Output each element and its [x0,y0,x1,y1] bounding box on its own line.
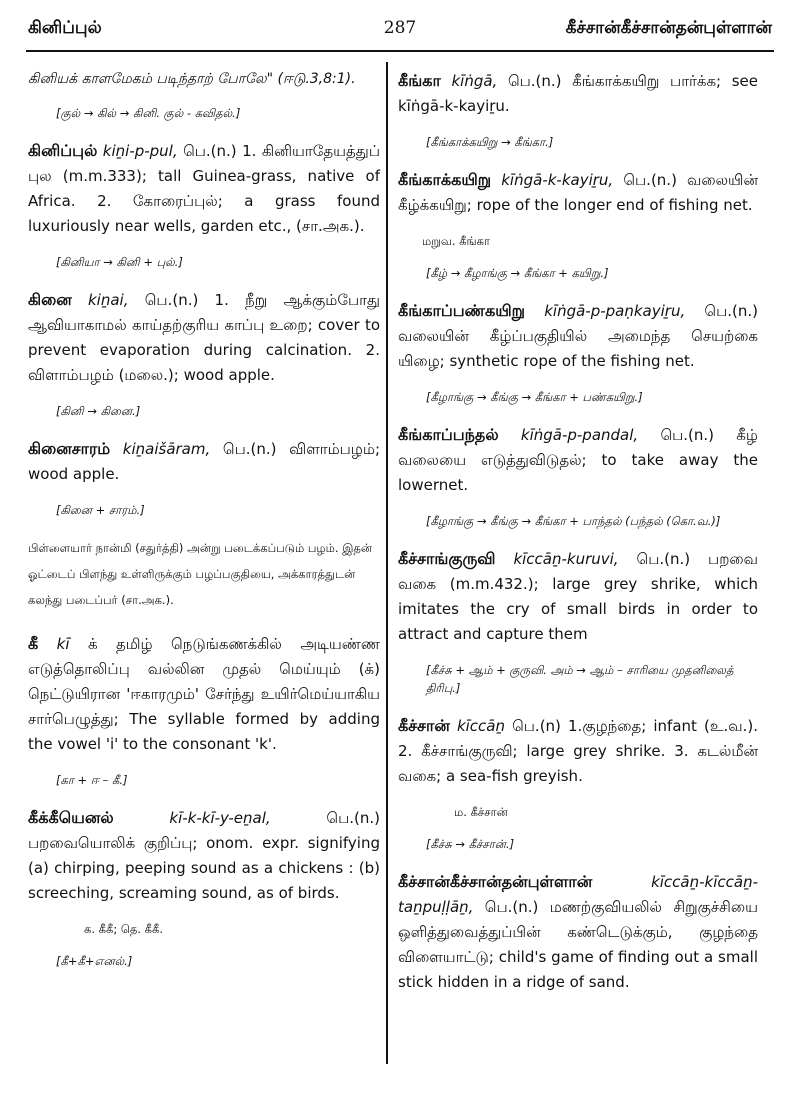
etymology: [கீச்சு + ஆம் + குருவி. அம் → ஆம் – சாரியை முதனிலைத் திரிபு.] [426,663,734,695]
definition: பெ.(n.) வலையின் கீழ்ப்பகுதியில் அமைந்த செயற்கை யிழை; synthetic rope of the fishing net. [398,302,758,370]
dictionary-entry [28,631,380,757]
transliteration: kiṉaišāram, [122,440,211,458]
transliteration: kīṅgā, [451,72,498,90]
definition: பெ.(n.) வலையின் கீழ்க்கயிறு; rope of the longer end of fishing net. [398,171,758,214]
usage-note: பிள்ளையார் நான்மி (சதுர்த்தி) அன்று படைக்கப்படும் பழம். இதன் ஓட்டைப் பிளந்து உள்ளிருக்கும் பழப்பகுதியை, அக்காரத்துடன் கலந்து படைப்பர் (சா.அக.). [28,541,373,607]
etymology: [கீழாங்கு → கீங்கு → கீங்கா + பண்கயிறு.] [426,390,643,404]
headword: கீச்சான்கீச்சான்தன்புள்ளான் [398,872,593,891]
cognate-note: ம. கீச்சான் [454,805,508,819]
transliteration: kī [56,635,70,653]
dictionary-entry [398,713,758,789]
transliteration: kīṅgā-p-paṇkayiṟu, [544,302,686,320]
definition: பெ.(n) 1.குழந்தை; infant (உ.வ.). 2. கீச்சாங்குருவி; large grey shrike. 3. கடல்மீன் வகை; a sea-fish greyish. [398,717,758,785]
headword: கீங்கா [398,71,441,90]
dictionary-entry [398,546,758,647]
transliteration: kīccāṉ [456,717,505,735]
cognate-note: க. கீகீ; தெ. கீகீ. [84,922,164,936]
transliteration: kī-k-kī-y-eṉal, [169,809,271,827]
transliteration: kīccāṉ-kīccāṉ-taṉpuḷḷāṉ, [398,873,758,916]
definition: பெ.(n.) கீங்காக்கயிறு பார்க்க; see kīṅgā-k-kayiṟu. [398,72,758,115]
transliteration: kīṅgā-p-pandal, [520,426,639,444]
dictionary-entry [28,805,380,906]
headword: கீக்கீயெனல் [28,808,114,827]
transliteration: kīccāṉ-kuruvi, [513,550,619,568]
etymology: [கீழாங்கு → கீங்கு → கீங்கா + பாந்தல் (பந்தல் (கொ.வ.)] [426,514,721,528]
page-header [28,14,772,44]
headword: கீச்சாங்குருவி [398,549,496,568]
dictionary-entry [398,167,758,218]
definition: க் தமிழ் நெடுங்கணக்கில் அடியண்ண எடுத்தொலிப்பு வல்லின முதல் மெய்யும் (க்) நெட்டுயிரான 'ஈகாரமும்' சேர்ந்து உயிர்மெய்யாகிய சார்பெழுத்து; The syllable formed by adding the vowel 'i' to the consonant 'k'. [28,635,380,753]
etymology: [கினியா → கினி + புல்.] [56,255,183,269]
definition: பெ.(n.) 1. நீறு ஆக்கும்போது ஆவியாகாமல் காய்தற்குரிய காப்பு உறை; cover to prevent evaporation during calcination. 2. விளாம்பழம் (மலை.); wood apple. [28,291,380,384]
etymology: [கினை + சாரம்.] [56,503,145,517]
definition: பெ.(n.) மணற்குவியலில் சிறுகுச்சியை ஒளித்துவைத்துப்பின் கண்டெடுக்கும், குழந்தை விளையாட்டு; child's game of finding out a small stick hidden in a ridge of sand. [398,898,758,991]
definition: பெ.(n.) கீழ் வலையை எடுத்துவிடுதல்; to take away the lowernet. [398,426,758,494]
definition: பெ.(n.) பறவையொலிக் குறிப்பு; onom. expr. signifying (a) chirping, peeping sound as a chickens : (b) screeching, screaming sound, as of birds. [28,809,380,902]
headword: கீச்சான் [398,716,450,735]
column-divider [386,62,388,1064]
header-rule [26,50,774,52]
dictionary-entry [28,138,380,239]
synonym-note: மறுவ. கீங்கா [422,234,490,248]
headword: கீ [28,634,39,653]
transliteration: kiṉai, [88,291,129,309]
right-column [398,68,758,1009]
dictionary-entry [398,869,758,995]
transliteration: kīṅgā-k-kayiṟu, [501,171,614,189]
page-number: 287 [383,18,417,38]
etymology: [கா + ஈ – கீ.] [56,773,128,787]
dictionary-entry [28,287,380,388]
etymology: [குல் → கில் → கினி. குல் - கவிதல்.] [56,106,241,120]
headword: கினைசாரம் [28,439,111,458]
transliteration: kiṉi-p-pul, [102,142,178,160]
definition: பெ.(n.) பறவை வகை (m.m.432.); large grey shrike, which imitates the cry of small birds in order to attract and capture them [398,550,758,643]
headword: கினை [28,290,72,309]
dictionary-entry [398,68,758,119]
definition: பெ.(n.) விளாம்பழம்; wood apple. [28,440,380,483]
left-running-head: கினிப்புல் [28,18,102,38]
dictionary-entry [398,298,758,374]
headword: கீங்காக்கயிறு [398,170,492,189]
definition: பெ.(n.) 1. கினியாதேயத்துப் புல (m.m.333); tall Guinea-grass, native of Africa. 2. கோரைப்புல்; a grass found luxuriously near wells, garden etc., (சா.அக.). [28,142,380,235]
right-running-head: கீச்சான்கீச்சான்தன்புள்ளான் [565,18,772,38]
left-column [28,68,380,986]
etymology: [கீச்சு → கீச்சான்.] [426,837,515,851]
etymology: [கீ+கீ+எனல்.] [56,954,133,968]
dictionary-entry [28,436,380,487]
dictionary-entry [398,422,758,498]
headword: கீங்காப்பண்கயிறு [398,301,526,320]
headword: கினிப்புல் [28,141,98,160]
etymology: [கினி → கினை.] [56,404,141,418]
headword: கீங்காப்பந்தல் [398,425,499,444]
citation-quote: கினியக் காளமேகம் படிந்தாற் போலே" (ஈடு.3,8:1). [28,71,356,87]
etymology: [கீழ் → கீழாங்கு → கீங்கா + கயிறு.] [426,266,609,280]
etymology: [கீங்காக்கயிறு → கீங்கா.] [426,135,554,149]
